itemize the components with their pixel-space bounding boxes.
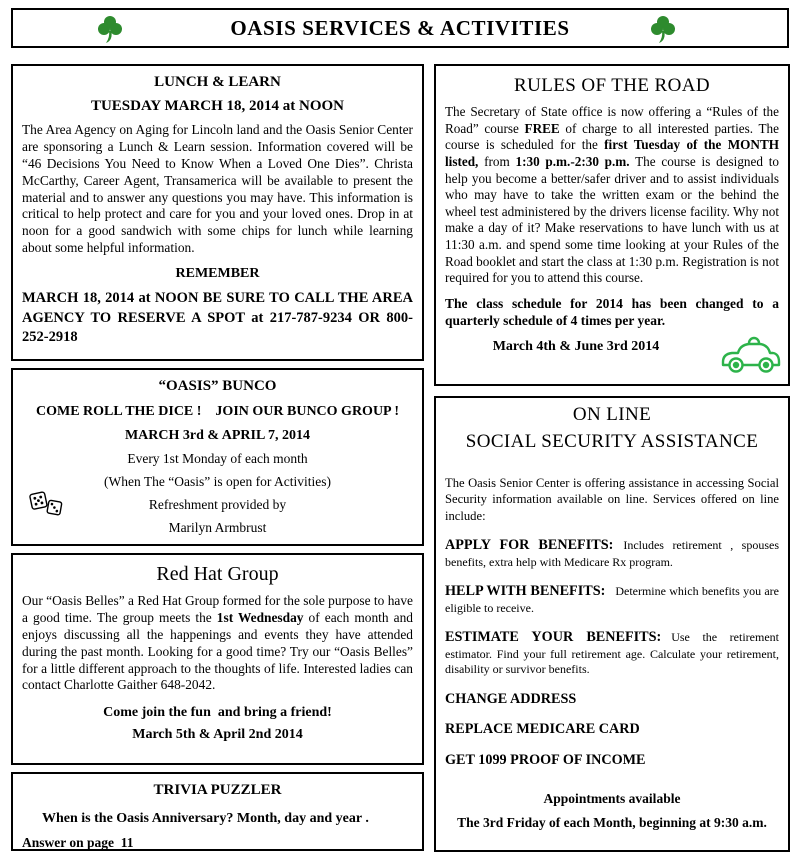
service-desc: Use the retirement estimator. Find your full retirement age. Calculate your retirement, disability or survivor benefits. [445,630,779,677]
appointments-schedule: The 3rd Friday of each Month, beginning at 9:30 a.m. [457,815,767,831]
section-title: RULES OF THE ROAD [514,75,710,96]
service-name: ESTIMATE YOUR BENEFITS: [445,629,662,646]
service-item [445,720,779,738]
section-title: “OASIS” BUNCO [158,378,277,394]
course-dates: March 4th & June 3rd 2014 [492,338,660,354]
dice-icon [27,487,65,526]
meeting-dates: March 5th & April 2nd 2014 [132,727,303,743]
service-name: CHANGE ADDRESS [445,690,577,707]
schedule-change-note: The class schedule for 2014 has been changed to a quarterly schedule of 4 times per year. [445,295,779,329]
section-title: TRIVIA PUZZLER [153,782,282,798]
trivia-question: When is the Oasis Anniversary? Month, day and year . [42,811,369,826]
remember-heading: REMEMBER [175,266,260,282]
section-social-security-assistance [434,396,790,852]
car-icon [720,331,782,380]
section-red-hat-group [11,553,424,765]
bunco-dates: MARCH 3rd & APRIL 7, 2014 [124,428,311,443]
page-title: OASIS SERVICES & ACTIVITIES [230,16,570,40]
section-body: Our “Oasis Belles” a Red Hat Group formed for the sole purpose to have a good time. The group meets the 1st Wednesday of each month and enjoys discussing all the happenings and events they have attended during the past month. Looking for a good time? Try our “Oasis Belles” for a little different approach to the thoughts of life. Interested ladies can contact Charlotte Gaither 648-2042. [22,593,414,693]
section-body: The Secretary of State office is now offering a “Rules of the Road” course FREE of charge to all interested parties. The course is scheduled for the first Tuesday of the MONTH listed, from 1:30 p.m.-2:30 p.m. The course is designed to help you become a better/safer driver and to assist individuals who may have to take the written exam or the behind the wheel test administered by the drivers license facility. Why not make a day of it? Make reservations to have lunch with us at 11:30 a.m. and spend some time looking at your Rules of the Road booklet and start the class at 1:30 p.m. Registration is not required for you to attend this course. [445,104,779,286]
section-title: Red Hat Group [156,563,279,585]
service-name: APPLY FOR BENEFITS: [445,537,614,554]
bunco-open-note: (When The “Oasis” is open for Activities) [104,474,331,489]
bunco-invite-line: COME ROLL THE DICE ! JOIN OUR BUNCO GROUP ! [36,404,399,419]
service-item [445,628,779,678]
shamrock-icon [97,15,123,50]
service-desc: Includes retirement , spouses benefits, extra help with Medicare Rx program. [445,538,780,569]
section-oasis-bunco [11,368,424,546]
section-lunch-and-learn [11,64,424,361]
service-name: REPLACE MEDICARE CARD [445,721,640,738]
section-rules-of-the-road [434,64,790,386]
section-title-line1: ON LINE [572,404,652,425]
service-item [445,690,779,708]
section-title-line2: SOCIAL SECURITY ASSISTANCE [465,431,759,452]
service-item [445,751,779,769]
join-invite-line: Come join the fun and bring a friend! [103,705,332,721]
page-header [11,8,789,48]
service-desc: Determine which benefits you are eligible to receive. [445,584,779,615]
section-title: LUNCH & LEARN [154,74,281,90]
reservation-call-to-action: MARCH 18, 2014 at NOON BE SURE TO CALL THE AREA AGENCY TO RESERVE A SPOT at 217-787-9234 OR 800-252-2918 [22,290,413,346]
service-name: GET 1099 PROOF OF INCOME [445,751,646,768]
section-trivia-puzzler [11,772,424,851]
service-item [445,536,779,570]
shamrock-icon [650,15,676,50]
event-date-line: TUESDAY MARCH 18, 2014 at NOON [90,98,345,114]
refreshment-line: Refreshment provided by [148,497,287,512]
refreshment-provider: Marilyn Armbrust [168,520,267,535]
service-name: HELP WITH BENEFITS: [445,583,606,600]
section-body: The Area Agency on Aging for Lincoln land and the Oasis Senior Center are sponsoring a Lunch & Learn session. Information covered will be “46 Decisions You Need to Know When a Loved One Dies”. Christa McCarthy, Career Agent, Transamerica will be available to present the material and to answer any questions you may have. This information is critical to help protect and care for you and your loved ones. Drop in at noon for a good sandwich with some chips for lunch while learning about some helpful information. [22,122,413,256]
section-intro: The Oasis Senior Center is offering assistance in accessing Social Security information available on line. Services offered on line include: [445,476,779,523]
appointments-heading: Appointments available [543,791,681,807]
trivia-answer-hint: Answer on page 11 [22,835,134,850]
bunco-schedule: Every 1st Monday of each month [127,451,308,466]
service-item [445,582,779,616]
